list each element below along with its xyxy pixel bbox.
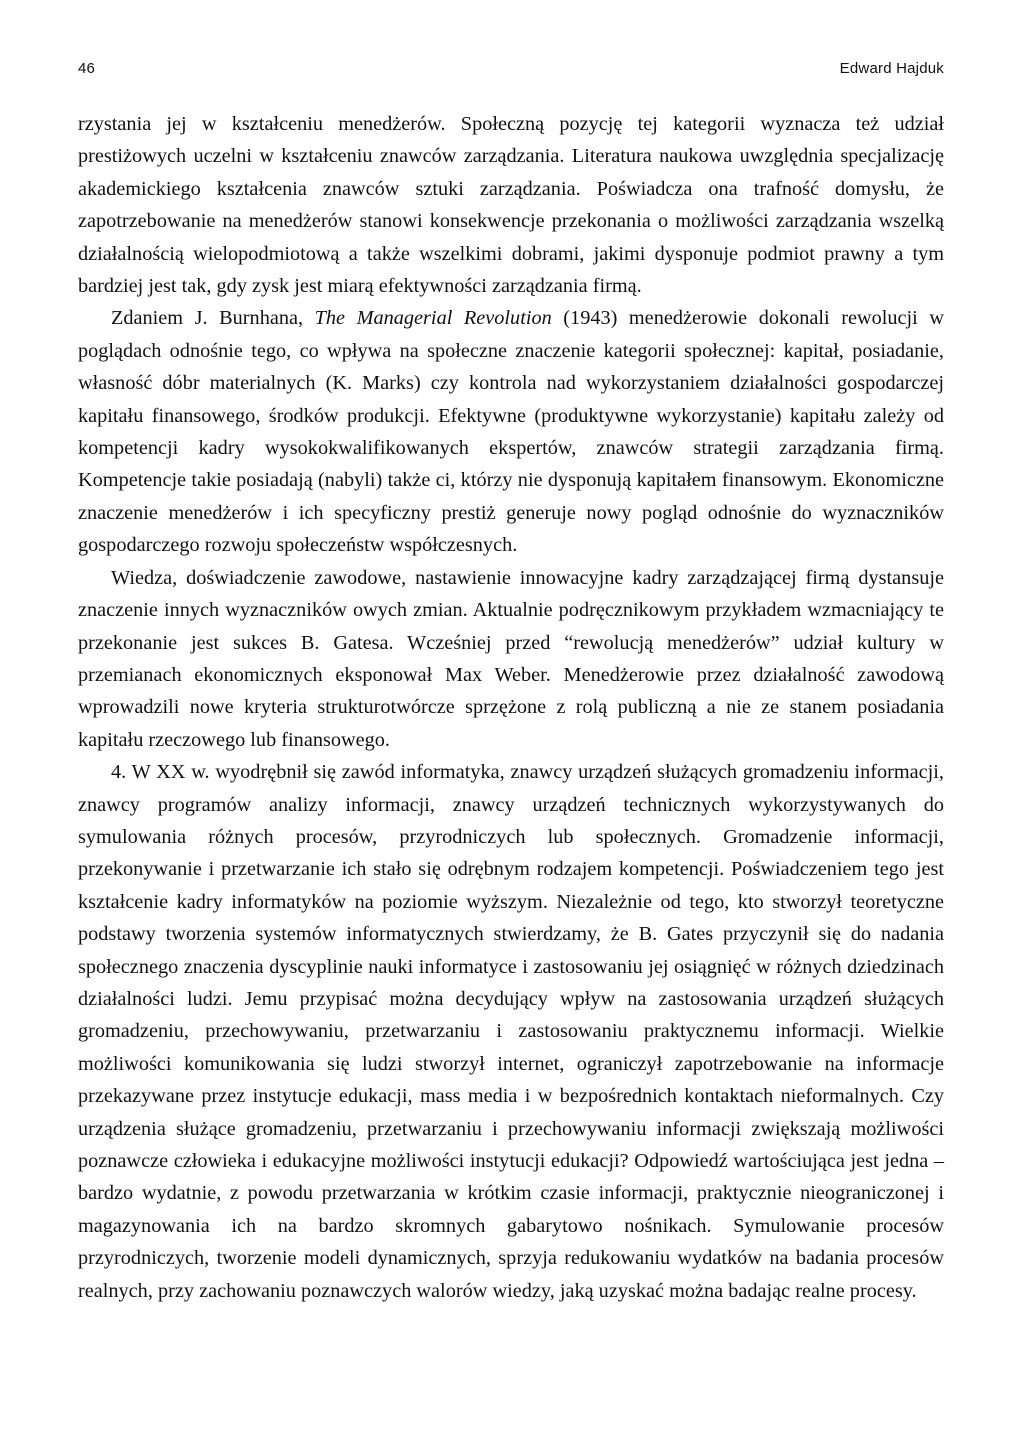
- paragraph-2-rest: (1943) menedżerowie dokonali rewolucji w poglądach odnośnie tego, co wpływa na społeczne znaczenie kategorii społecznej: kapitał, posiadanie, własność dóbr materialnych (K. Marks) czy kontrola nad wykorzystaniem działalności gospodarczej kapitału finansowego, środków produkcji. Efektywne (produktywne wykorzystanie) kapitału zależy od kompetencji kadry wysokokwalifikowanych ekspertów, znawców strategii zarządzania firmą. Kompetencje takie posiadają (nabyli) także ci, którzy nie dysponują kapitałem finansowym. Ekonomiczne znaczenie menedżerów i ich specyficzny prestiż generuje nowy pogląd odnośnie do wyznaczników gospodarczego rozwoju społeczeństw współczesnych.: [78, 307, 944, 557]
- running-author: Edward Hajduk: [839, 60, 944, 77]
- running-header: [78, 60, 944, 82]
- paragraph-3: Wiedza, doświadczenie zawodowe, nastawienie innowacyjne kadry zarządzającej firmą dystansuje znaczenie innych wyznaczników owych zmian. Aktualnie podręcznikowym przykładem wzmacniający te przekonanie jest sukces B. Gatesa. Wcześniej przed “rewolucją menedżerów” udział kultury w przemianach ekonomicznych eksponował Max Weber. Menedżerowie przez działalność zawodową wprowadzili nowe kryteria strukturotwórcze sprzężone z rolą publiczną a nie ze stanem posiadania kapitału rzeczowego lub finansowego.: [78, 566, 944, 751]
- paragraph-2: [78, 302, 944, 561]
- paragraph-2-lead: Zdaniem J. Burnhana,: [111, 307, 315, 330]
- document-page: [78, 60, 944, 1307]
- body-text: [78, 108, 944, 1307]
- paragraph-1: rzystania jej w kształceniu menedżerów. Społeczną pozycję tej kategorii wyznacza też udział prestiżowych uczelni w kształceniu znawców zarządzania. Literatura naukowa uwzględnia specjalizację akademickiego kształcenia znawców sztuki zarządzania. Poświadcza ona trafność domysłu, że zapotrzebowanie na menedżerów stanowi konsekwencje przekonania o możliwości zarządzania wszelką działalnością wielopodmiotową a także wszelkimi dobrami, jakimi dysponuje podmiot prawny a tym bardziej jest tak, gdy zysk jest miarą efektywności zarządzania firmą.: [78, 113, 944, 298]
- paragraph-4: 4. W XX w. wyodrębnił się zawód informatyka, znawcy urządzeń służących gromadzeniu informacji, znawcy programów analizy informacji, znawcy urządzeń technicznych wykorzystywanych do symulowania różnych procesów, przyrodniczych lub społecznych. Gromadzenie informacji, przekonywanie i przetwarzanie ich stało się odrębnym rodzajem kompetencji. Poświadczeniem tego jest kształcenie kadry informatyków na poziomie wyższym. Niezależnie od tego, kto stworzył teoretyczne podstawy tworzenia systemów informatycznych stwierdzamy, że B. Gates przyczynił się do nadania społecznego znaczenia dyscyplinie nauki informatyce i zastosowaniu jej osiągnięć w różnych dziedzinach działalności ludzi. Jemu przypisać można decydujący wpływ na zastosowania urządzeń służących gromadzeniu, przechowywaniu, przetwarzaniu i zastosowaniu praktycznemu informacji. Wielkie możliwości komunikowania się ludzi stworzył internet, ograniczył zapotrzebowanie na informacje przekazywane przez instytucje edukacji, mass media i w bezpośrednich kontaktach nieformalnych. Czy urządzenia służące gromadzeniu, przetwarzaniu i przechowywaniu informacji zwiększają możliwości poznawcze człowieka i edukacyjne możliwości instytucji edukacji? Odpowiedź wartościująca jest jedna – bardzo wydatnie, z powodu przetwarzania w krótkim czasie informacji, praktycznie nieograniczonej i magazynowania ich na bardzo skromnych gabarytowo nośnikach. Symulowanie procesów przyrodniczych, tworzenie modeli dynamicznych, sprzyja redukowaniu wydatków na badania procesów realnych, przy zachowaniu poznawczych walorów wiedzy, jaką uzyskać można badając realne procesy.: [78, 761, 944, 1302]
- book-title: The Managerial Revolution: [314, 307, 552, 330]
- page-number: 46: [78, 60, 96, 77]
